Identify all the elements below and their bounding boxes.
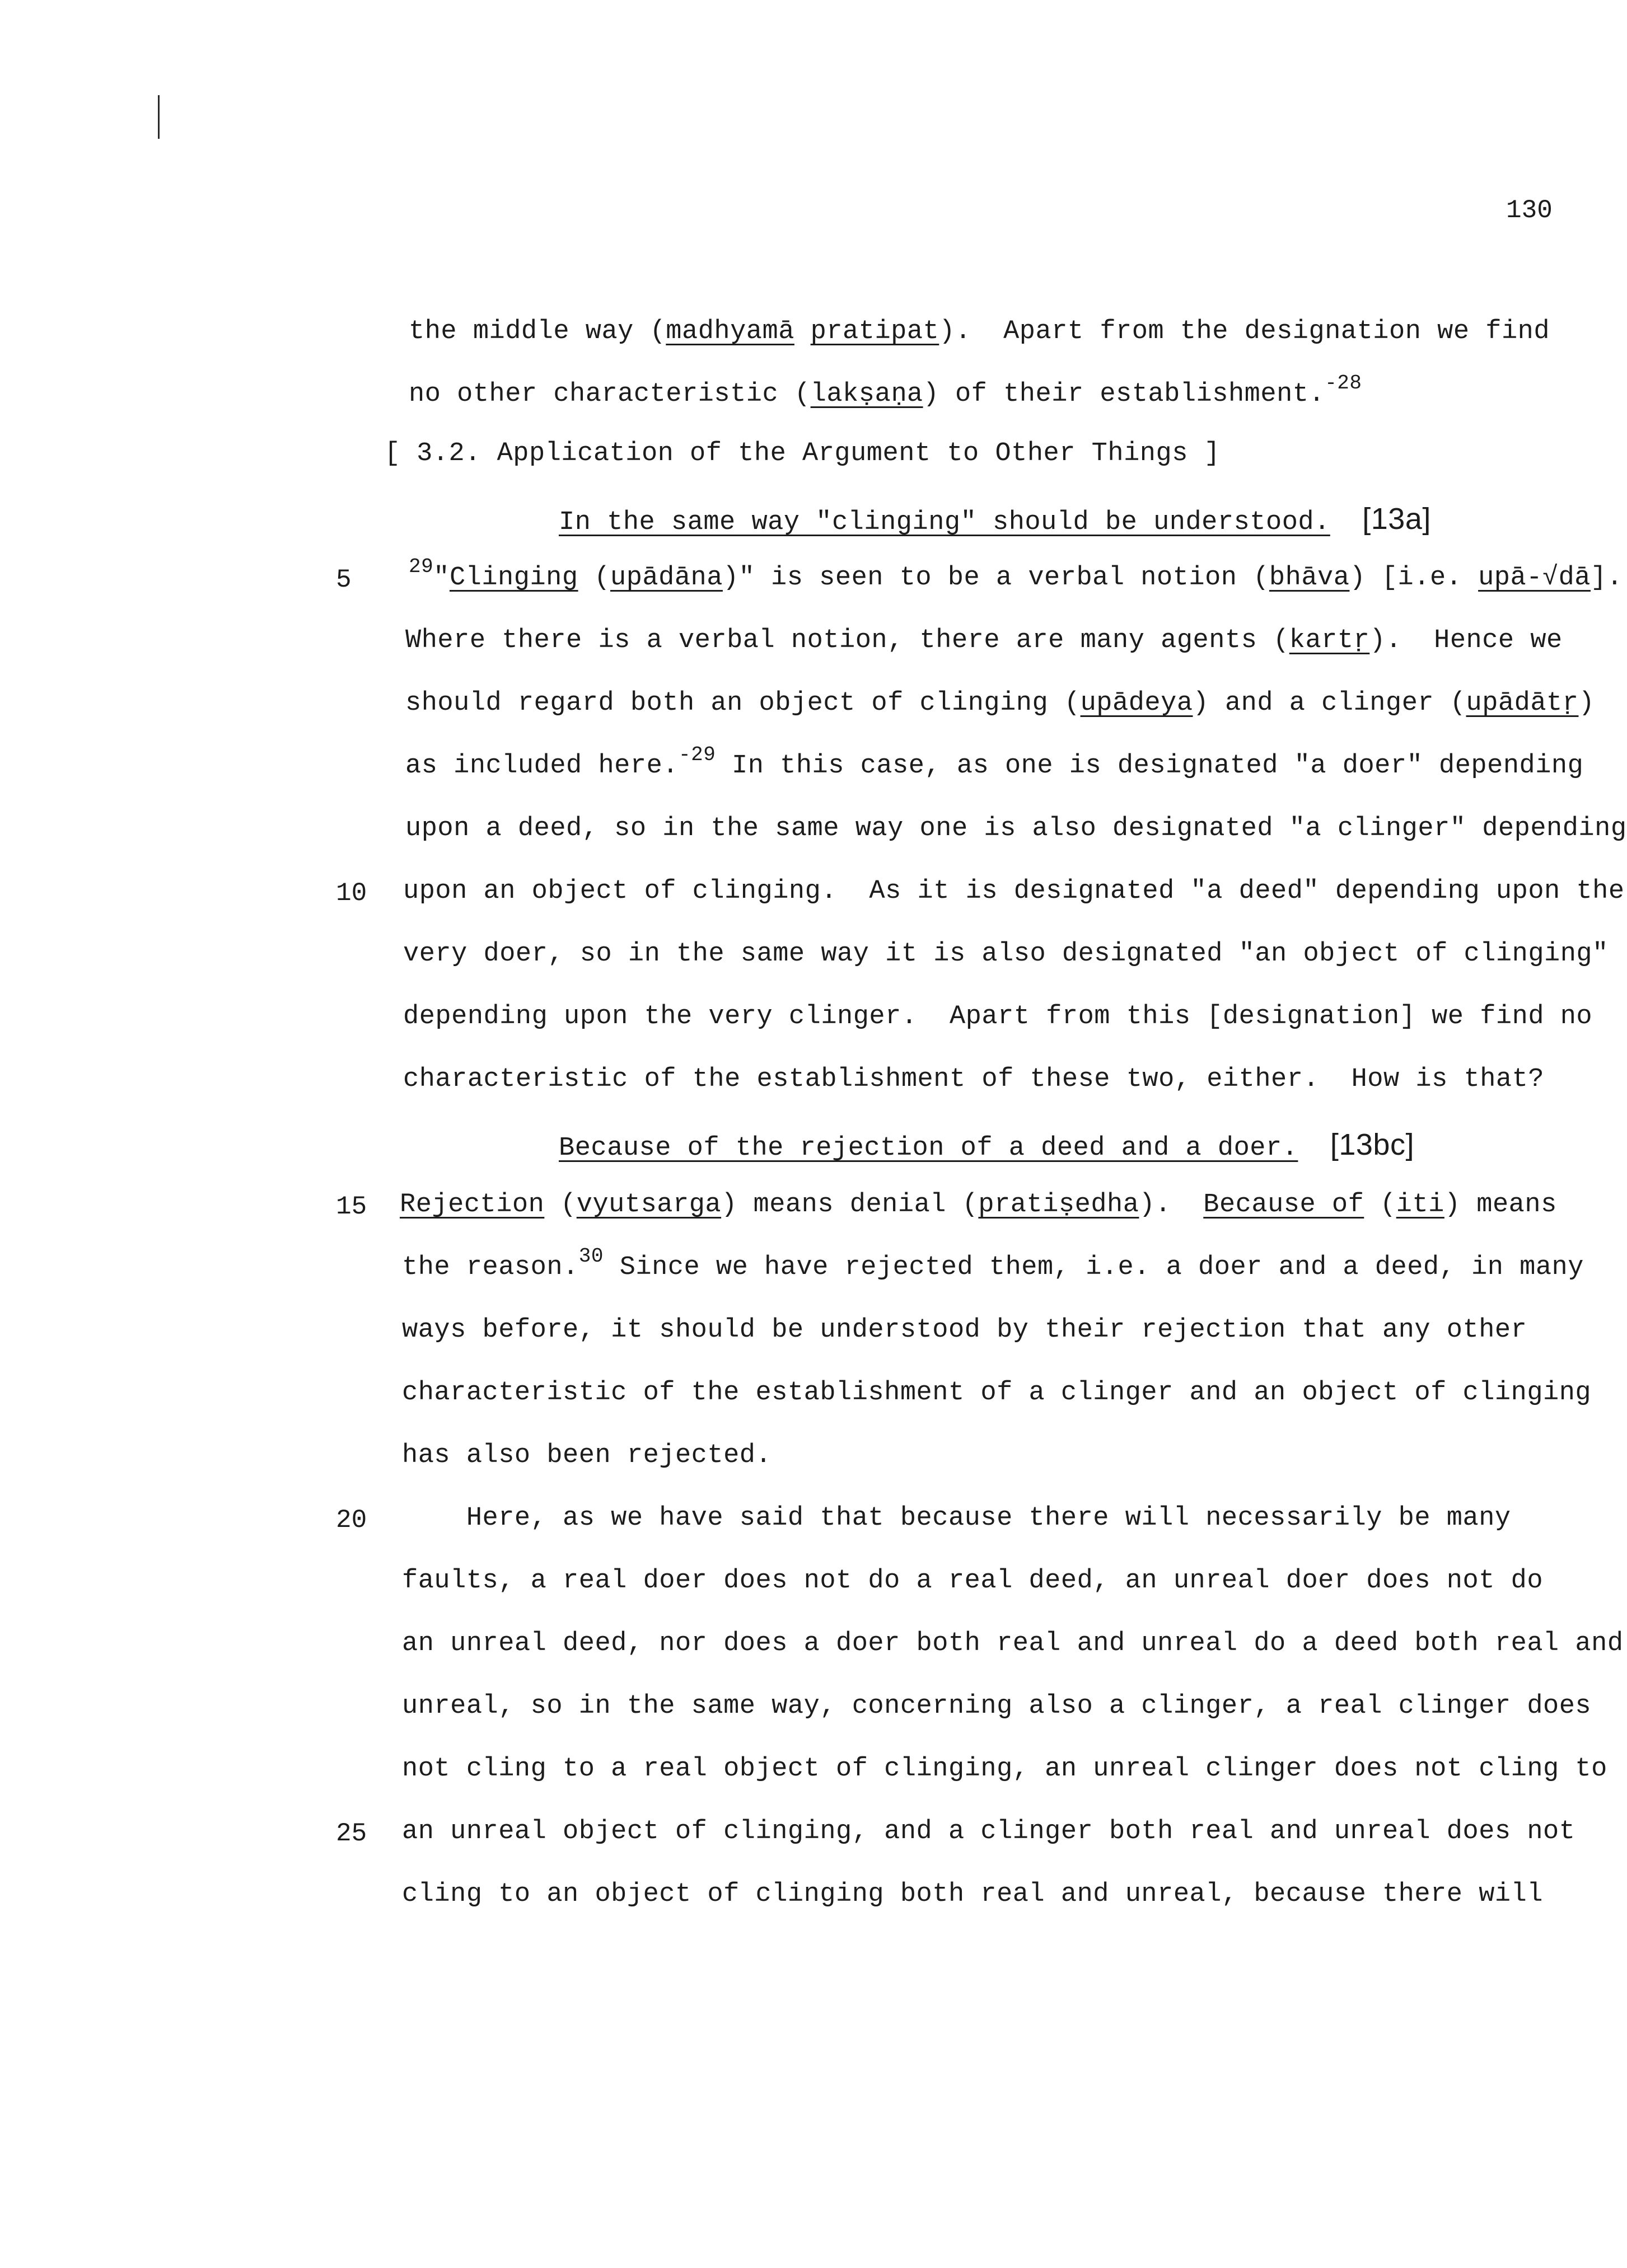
line-number: 15 <box>336 1192 367 1221</box>
text-line: ways before, it should be understood by their rejection that any other <box>402 1315 1527 1345</box>
text-line: not cling to a real object of clinging, an unreal clinger does not cling to <box>402 1754 1607 1784</box>
text-line: upon an object of clinging. As it is designated "a deed" depending upon the <box>403 877 1625 906</box>
section-heading: [ 3.2. Application of the Argument to Other Things ] <box>384 439 1221 468</box>
line-number: 25 <box>336 1819 367 1848</box>
text-line: the middle way (madhyamā pratipat). Apart from the designation we find <box>409 317 1550 346</box>
text-line: characteristic of the establishment of a clinger and an object of clinging <box>402 1378 1592 1408</box>
footnote-ref: -29 <box>678 743 716 766</box>
verse-13bc: Because of the rejection of a deed and a doer. [13bc] <box>559 1128 1414 1163</box>
text-line: no other characteristic (lakṣaṇa) of their establishment.$^{-28}$ <box>409 372 1362 409</box>
text-line: an unreal object of clinging, and a clinger both real and unreal does not <box>402 1817 1575 1847</box>
text-line: Where there is a verbal notion, there are many agents (kartṛ). Hence we <box>405 626 1563 655</box>
line-number: 10 <box>336 879 367 908</box>
line-number: 20 <box>336 1506 367 1535</box>
text-line: faults, a real doer does not do a real deed, an unreal doer does not do <box>402 1566 1544 1596</box>
text-line: Rejection (vyutsarga) means denial (pratiṣedha). Because of (iti) means <box>400 1190 1557 1220</box>
text-line: Here, as we have said that because there will necessarily be many <box>402 1503 1511 1533</box>
text-line: should regard both an object of clinging (upādeya) and a clinger (upādātṛ) <box>405 688 1595 718</box>
text-line: unreal, so in the same way, concerning also a clinger, a real clinger does <box>402 1691 1592 1721</box>
text-line: upon a deed, so in the same way one is also designated "a clinger" depending <box>405 814 1627 844</box>
text-line: as included here.$^{-29}$ In this case, as one is designated "a doer" depending <box>405 743 1584 781</box>
margin-mark <box>158 95 160 139</box>
verse-13a: In the same way "clinging" should be understood. [13a] <box>559 502 1431 537</box>
page-number: 130 <box>1506 196 1553 225</box>
footnote-ref: 30 <box>578 1245 604 1268</box>
text-line: has also been rejected. <box>402 1441 772 1470</box>
text-line: $^{29}$"Clinging (upādāna)" is seen to be a verbal notion (bhāva) [i.e. upā-√dā]. <box>409 555 1623 593</box>
text-line: very doer, so in the same way it is also designated "an object of clinging" <box>403 939 1609 969</box>
text-line: the reason.$^{30}$ Since we have rejected them, i.e. a doer and a deed, in many <box>402 1245 1584 1282</box>
line-number: 5 <box>336 565 352 594</box>
text-line: depending upon the very clinger. Apart from this [designation] we find no <box>403 1002 1593 1032</box>
text-line: cling to an object of clinging both real and unreal, because there will <box>402 1880 1544 1909</box>
footnote-ref: 29 <box>409 555 434 578</box>
footnote-ref: -28 <box>1325 372 1362 395</box>
text-line: characteristic of the establishment of these two, either. How is that? <box>403 1065 1545 1094</box>
text-line: an unreal deed, nor does a doer both real and unreal do a deed both real and <box>402 1629 1624 1658</box>
